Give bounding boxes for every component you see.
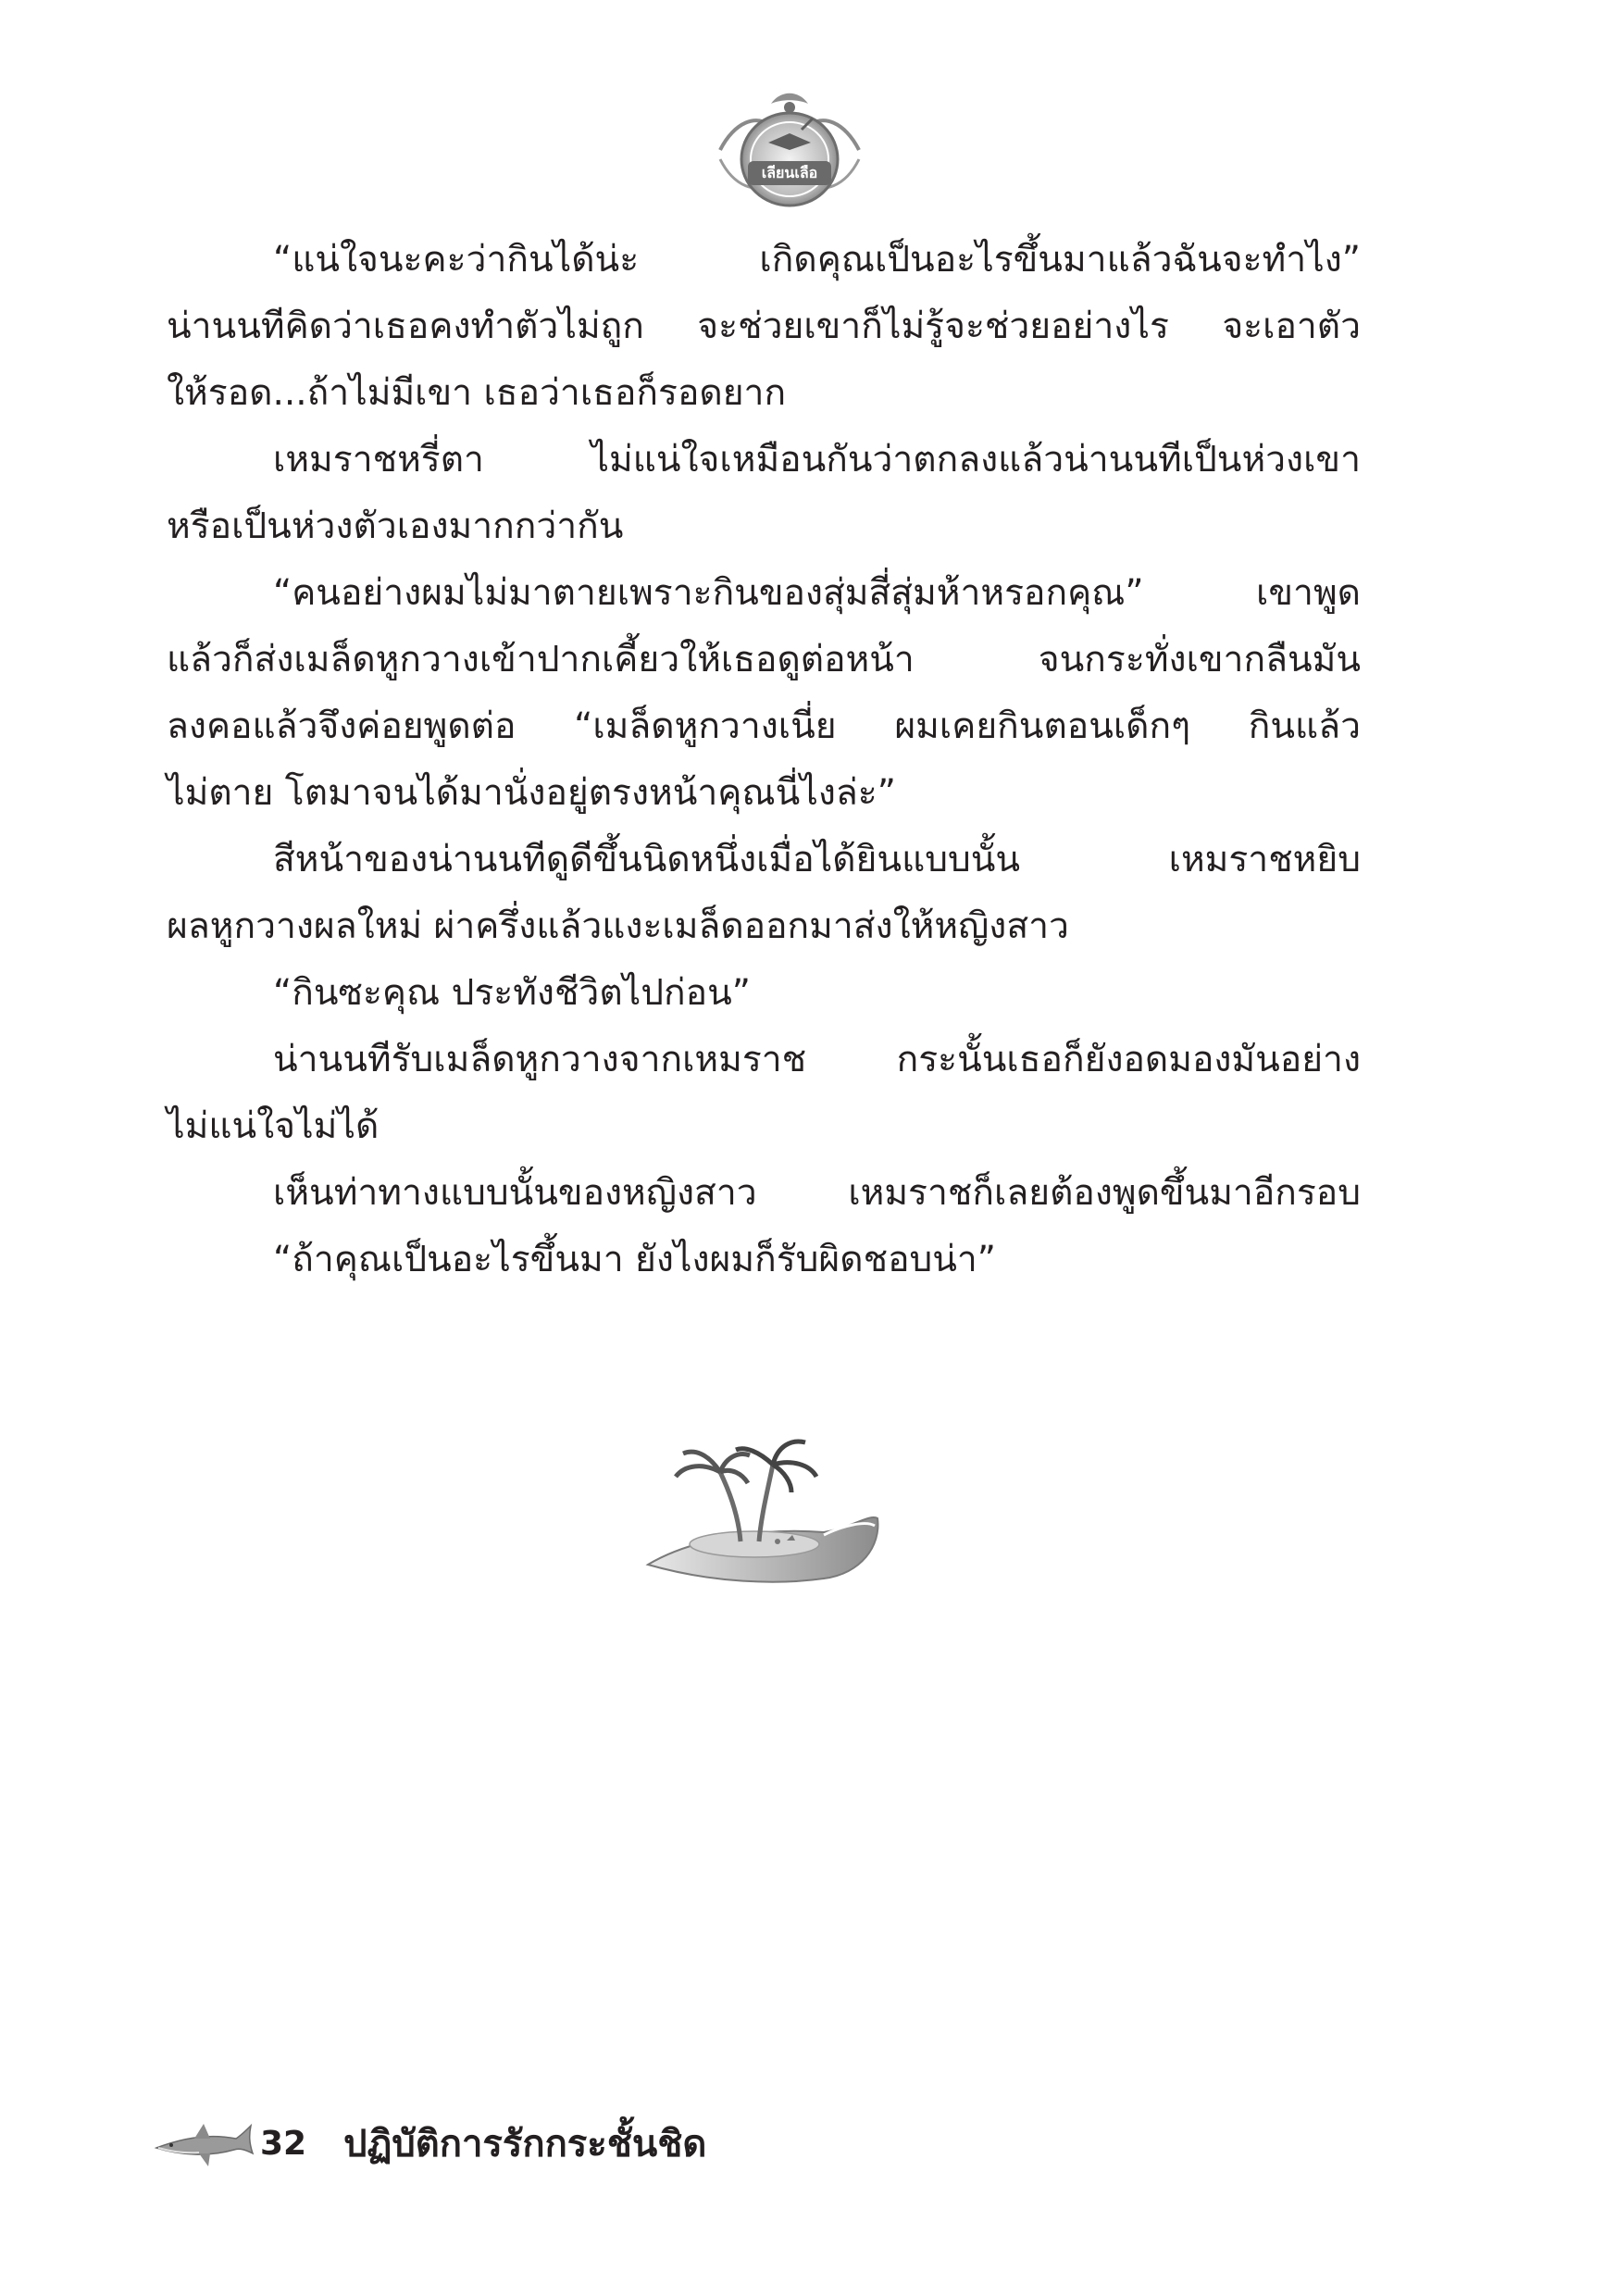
text-line: เห็นท่าทางแบบนั้นของหญิงสาว เหมราชก็เลยต้องพูดขึ้นมาอีกรอบ bbox=[273, 1172, 1361, 1214]
book-title: ปฏิบัติการรักกระชั้นชิด bbox=[343, 2123, 707, 2165]
page-footer bbox=[153, 2106, 706, 2180]
text-line: สีหน้าของน่านนทีดูดีขึ้นนิดหนึ่งเมื่อได้ยินแบบนั้น เหมราชหยิบ bbox=[273, 839, 1361, 880]
text-line: แล้วก็ส่งเมล็ดหูกวางเข้าปากเคี้ยวให้เธอดูต่อหน้า จนกระทั่งเขากลืนมัน bbox=[167, 639, 1361, 680]
shark-icon bbox=[153, 2111, 255, 2176]
text-line: น่านนทีรับเมล็ดหูกวางจากเหมราช กระนั้นเธอก็ยังอดมองมันอย่าง bbox=[273, 1039, 1361, 1080]
palm-island-icon bbox=[639, 1426, 889, 1592]
text-line: “คนอย่างผมไม่มาตายเพราะกินของสุ่มสี่สุ่มห้าหรอกคุณ” เขาพูด bbox=[273, 572, 1361, 614]
text-line: “กินซะคุณ ประทังชีวิตไปก่อน” bbox=[273, 972, 751, 1014]
text-line: ผลหูกวางผลใหม่ ผ่าครึ่งแล้วแงะเมล็ดออกมาส่งให้หญิงสาว bbox=[167, 905, 1069, 947]
text-line: ไม่แน่ใจไม่ได้ bbox=[167, 1105, 380, 1147]
text-line: น่านนทีคิดว่าเธอคงทำตัวไม่ถูก จะช่วยเขาก็ไม่รู้จะช่วยอย่างไร จะเอาตัว bbox=[167, 306, 1361, 347]
text-line: “แน่ใจนะคะว่ากินได้น่ะ เกิดคุณเป็นอะไรขึ้นมาแล้วฉันจะทำไง” bbox=[273, 239, 1361, 281]
page-number: 32 bbox=[260, 2124, 307, 2163]
publisher-emblem-icon bbox=[683, 85, 896, 215]
body-text bbox=[167, 227, 1361, 1293]
emblem-text: เลียนเลือ bbox=[761, 164, 818, 181]
text-line: ลงคอแล้วจึงค่อยพูดต่อ “เมล็ดหูกวางเนี่ย ผมเคยกินตอนเด็กๆ กินแล้ว bbox=[167, 705, 1361, 747]
text-line: ให้รอด...ถ้าไม่มีเขา เธอว่าเธอก็รอดยาก bbox=[167, 372, 787, 414]
text-line: หรือเป็นห่วงตัวเองมากกว่ากัน bbox=[167, 505, 624, 547]
text-line: ไม่ตาย โตมาจนได้มานั่งอยู่ตรงหน้าคุณนี่ไงล่ะ” bbox=[167, 772, 896, 814]
text-line: “ถ้าคุณเป็นอะไรขึ้นมา ยังไงผมก็รับผิดชอบน่า” bbox=[273, 1239, 997, 1280]
text-line: เหมราชหรี่ตา ไม่แน่ใจเหมือนกันว่าตกลงแล้วน่านนทีเป็นห่วงเขา bbox=[273, 439, 1361, 480]
